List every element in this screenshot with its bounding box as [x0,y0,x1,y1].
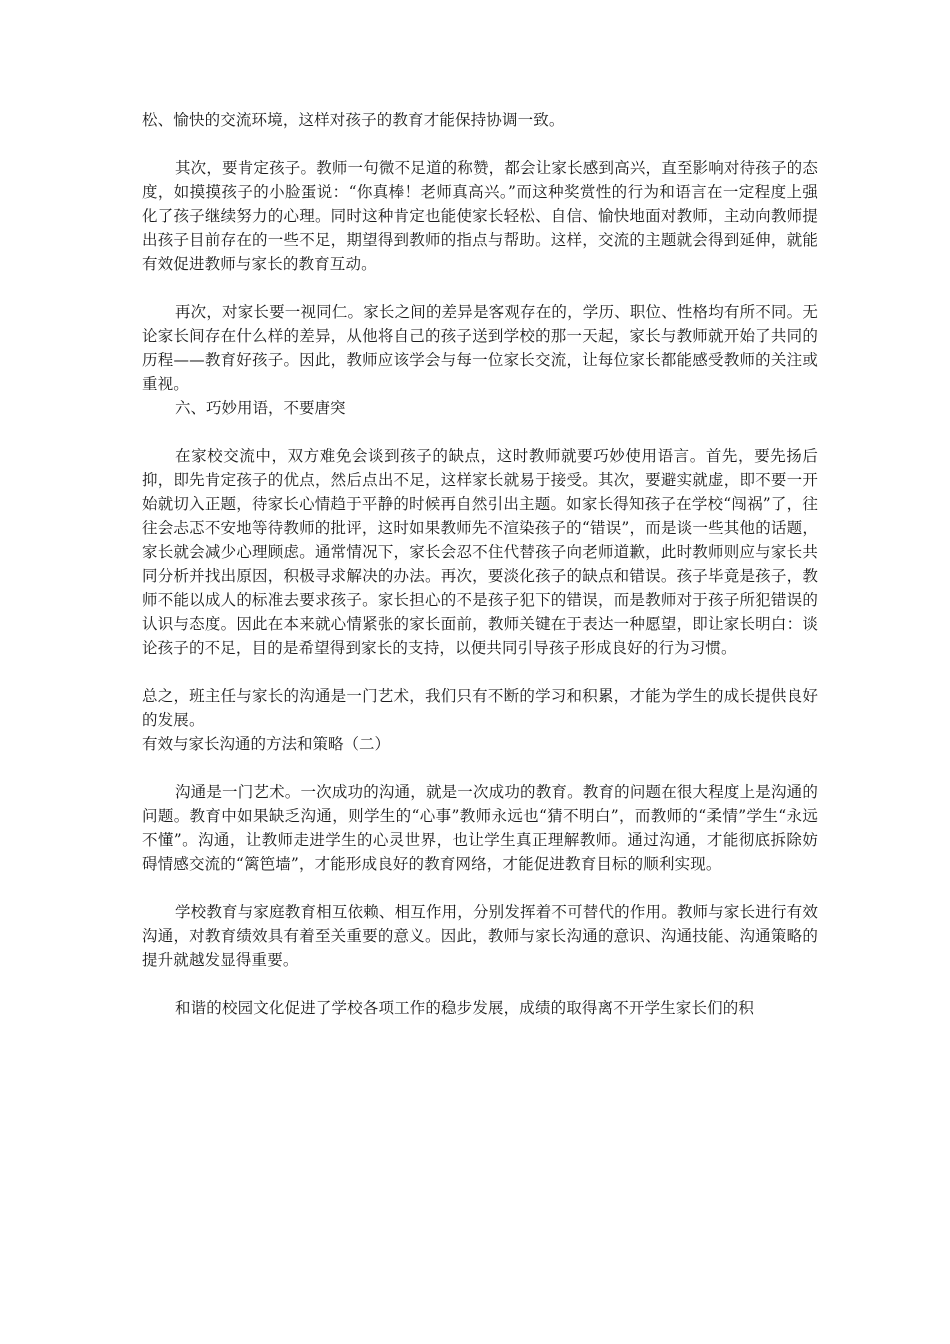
paragraph-treat-equally: 再次，对家长要一视同仁。家长之间的差异是客观存在的，学历、职位、性格均有所不同。无论家长间存在什么样的差异，从他将自己的孩子送到学校的那一天起，家长与教师就开始了共同的历程——教育好孩子。因此，教师应该学会与每一位家长交流，让每位家长都能感受教师的关注或重视。 [142,303,818,393]
paragraph-communication-art: 沟通是一门艺术。一次成功的沟通，就是一次成功的教育。教育的问题在很大程度上是沟通的问题。教育中如果缺乏沟通，则学生的“心事”教师永远也“猜不明白”，而教师的“柔情”学生“永远不懂”。沟通，让教师走进学生的心灵世界，也让学生真正理解教师。通过沟通，才能彻底拆除妨碍情感交流的“篱笆墙”，才能形成良好的教育网络，才能促进教育目标的顺利实现。 [142,783,818,873]
paragraph-language-skills: 在家校交流中，双方难免会谈到孩子的缺点，这时教师就要巧妙使用语言。首先，要先扬后抑，即先肯定孩子的优点，然后点出不足，这样家长就易于接受。其次，要避实就虚，即不要一开始就切入正题，待家长心情趋于平静的时候再自然引出主题。如家长得知孩子在学校“闯祸”了，往往会忐忑不安地等待教师的批评，这时如果教师先不渲染孩子的“错误”，而是谈一些其他的话题，家长就会减少心理顾虑。通常情况下，家长会忍不住代替孩子向老师道歉，此时教师则应与家长共同分析并找出原因，积极寻求解决的办法。再次，要淡化孩子的缺点和错误。孩子毕竟是孩子，教师不能以成人的标准去要求孩子。家长担心的不是孩子犯下的错误，而是教师对于孩子所犯错误的认识与态度。因此在本来就心情紧张的家长面前，教师关键在于表达一种愿望，即让家长明白：谈论孩子的不足，目的是希望得到家长的支持，以便共同引导孩子形成良好的行为习惯。 [142,447,818,657]
document-page [142,108,818,1020]
paragraph-continuation: 松、愉快的交流环境，这样对孩子的教育才能保持协调一致。 [142,111,565,129]
paragraph-school-family: 学校教育与家庭教育相互依赖、相互作用，分别发挥着不可替代的作用。教师与家长进行有效沟通，对教育绩效具有着至关重要的意义。因此，教师与家长沟通的意识、沟通技能、沟通策略的提升就越发显得重要。 [142,903,818,969]
paragraph-conclusion: 总之，班主任与家长的沟通是一门艺术，我们只有不断的学习和积累，才能为学生的成长提供良好的发展。 [142,687,818,729]
paragraph-campus-culture: 和谐的校园文化促进了学校各项工作的稳步发展，成绩的取得离不开学生家长们的积 [175,999,755,1017]
section-heading-six: 六、巧妙用语，不要唐突 [175,399,346,417]
document-title-part-two: 有效与家长沟通的方法和策略（二） [142,735,391,753]
paragraph-affirm-child: 其次，要肯定孩子。教师一句微不足道的称赞，都会让家长感到高兴，直至影响对待孩子的态度，如摸摸孩子的小脸蛋说：“你真棒！老师真高兴。”而这种奖赏性的行为和语言在一定程度上强化了孩子继续努力的心理。同时这种肯定也能使家长轻松、自信、愉快地面对教师，主动向教师提出孩子目前存在的一些不足，期望得到教师的指点与帮助。这样，交流的主题就会得到延伸，就能有效促进教师与家长的教育互动。 [142,159,818,273]
